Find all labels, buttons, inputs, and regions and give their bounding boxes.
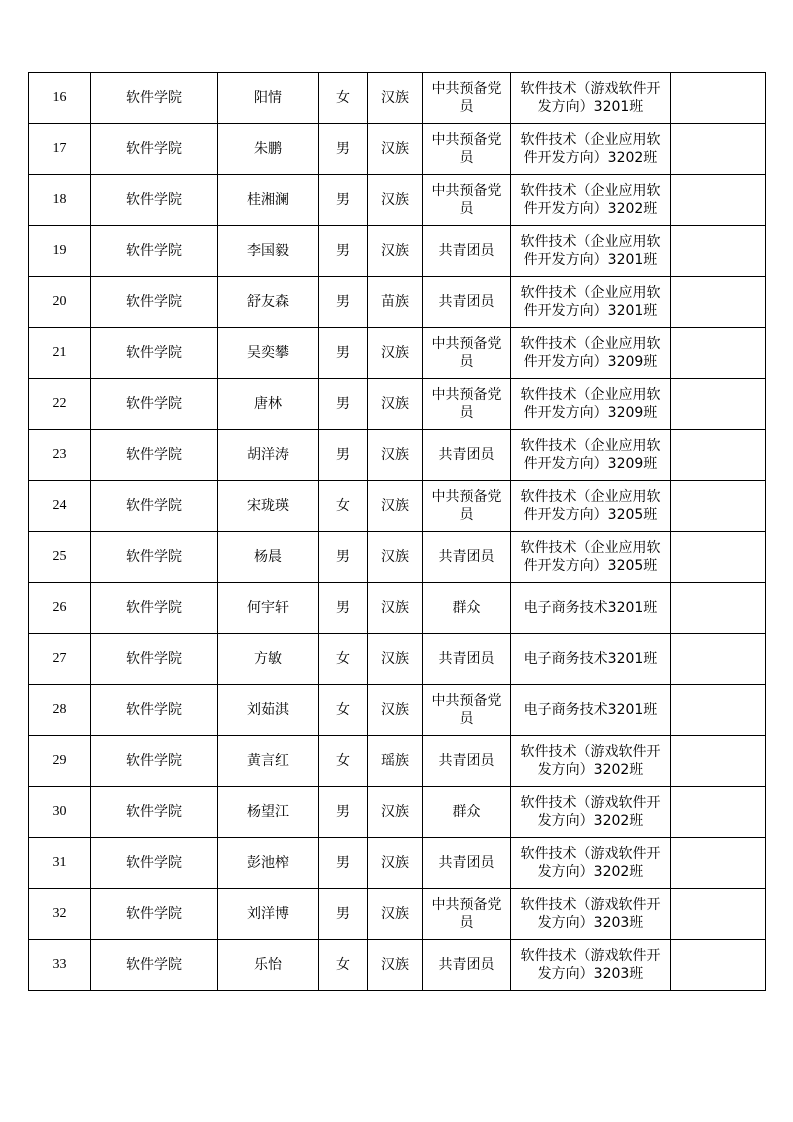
table-row [29, 124, 766, 175]
class-cell: 电子商务技术3201班 [511, 685, 671, 736]
table-row [29, 685, 766, 736]
student-name-cell: 桂湘澜 [218, 175, 319, 226]
gender-cell: 男 [319, 583, 368, 634]
ethnicity-cell: 汉族 [368, 532, 423, 583]
ethnicity-cell: 瑶族 [368, 736, 423, 787]
note-cell [671, 430, 766, 481]
ethnicity-cell: 汉族 [368, 787, 423, 838]
student-name-cell: 黄言红 [218, 736, 319, 787]
gender-cell: 男 [319, 787, 368, 838]
political-status-cell: 共青团员 [423, 430, 511, 481]
political-status-cell: 中共预备党员 [423, 124, 511, 175]
college-cell: 软件学院 [91, 277, 218, 328]
row-number-cell: 21 [29, 328, 91, 379]
political-status-cell: 共青团员 [423, 532, 511, 583]
note-cell [671, 226, 766, 277]
ethnicity-cell: 汉族 [368, 583, 423, 634]
student-name-cell: 乐怡 [218, 940, 319, 991]
political-status-cell: 共青团员 [423, 736, 511, 787]
table-row [29, 379, 766, 430]
note-cell [671, 634, 766, 685]
student-name-cell: 唐林 [218, 379, 319, 430]
political-status-cell: 共青团员 [423, 277, 511, 328]
political-status-cell: 共青团员 [423, 226, 511, 277]
note-cell [671, 175, 766, 226]
row-number-cell: 26 [29, 583, 91, 634]
note-cell [671, 685, 766, 736]
gender-cell: 男 [319, 532, 368, 583]
college-cell: 软件学院 [91, 685, 218, 736]
political-status-cell: 中共预备党员 [423, 73, 511, 124]
ethnicity-cell: 汉族 [368, 481, 423, 532]
row-number-cell: 18 [29, 175, 91, 226]
note-cell [671, 583, 766, 634]
political-status-cell: 中共预备党员 [423, 889, 511, 940]
table-row [29, 940, 766, 991]
political-status-cell: 中共预备党员 [423, 328, 511, 379]
note-cell [671, 889, 766, 940]
table-row [29, 634, 766, 685]
row-number-cell: 28 [29, 685, 91, 736]
student-name-cell: 舒友森 [218, 277, 319, 328]
student-name-cell: 杨望江 [218, 787, 319, 838]
gender-cell: 女 [319, 685, 368, 736]
class-cell: 电子商务技术3201班 [511, 634, 671, 685]
row-number-cell: 27 [29, 634, 91, 685]
class-cell: 软件技术（游戏软件开发方向）3202班 [511, 736, 671, 787]
row-number-cell: 30 [29, 787, 91, 838]
gender-cell: 女 [319, 736, 368, 787]
student-name-cell: 胡洋涛 [218, 430, 319, 481]
row-number-cell: 32 [29, 889, 91, 940]
student-name-cell: 刘茹淇 [218, 685, 319, 736]
table-row [29, 481, 766, 532]
note-cell [671, 787, 766, 838]
class-cell: 软件技术（企业应用软件开发方向）3202班 [511, 124, 671, 175]
row-number-cell: 24 [29, 481, 91, 532]
political-status-cell: 共青团员 [423, 838, 511, 889]
table-row [29, 787, 766, 838]
note-cell [671, 736, 766, 787]
class-cell: 软件技术（企业应用软件开发方向）3205班 [511, 481, 671, 532]
table-row [29, 532, 766, 583]
table-row [29, 226, 766, 277]
gender-cell: 男 [319, 838, 368, 889]
table-row [29, 175, 766, 226]
gender-cell: 男 [319, 124, 368, 175]
student-name-cell: 宋珑瑛 [218, 481, 319, 532]
class-cell: 软件技术（企业应用软件开发方向）3209班 [511, 328, 671, 379]
college-cell: 软件学院 [91, 787, 218, 838]
roster-body [29, 73, 766, 991]
note-cell [671, 124, 766, 175]
class-cell: 软件技术（企业应用软件开发方向）3201班 [511, 277, 671, 328]
class-cell: 软件技术（游戏软件开发方向）3203班 [511, 940, 671, 991]
college-cell: 软件学院 [91, 583, 218, 634]
table-row [29, 328, 766, 379]
table-row [29, 736, 766, 787]
student-name-cell: 吴奕攀 [218, 328, 319, 379]
political-status-cell: 中共预备党员 [423, 175, 511, 226]
college-cell: 软件学院 [91, 889, 218, 940]
college-cell: 软件学院 [91, 73, 218, 124]
gender-cell: 男 [319, 328, 368, 379]
note-cell [671, 481, 766, 532]
note-cell [671, 328, 766, 379]
gender-cell: 女 [319, 940, 368, 991]
table-row [29, 430, 766, 481]
row-number-cell: 20 [29, 277, 91, 328]
student-name-cell: 方敏 [218, 634, 319, 685]
class-cell: 软件技术（游戏软件开发方向）3202班 [511, 787, 671, 838]
political-status-cell: 群众 [423, 583, 511, 634]
ethnicity-cell: 汉族 [368, 328, 423, 379]
row-number-cell: 23 [29, 430, 91, 481]
ethnicity-cell: 汉族 [368, 73, 423, 124]
row-number-cell: 16 [29, 73, 91, 124]
ethnicity-cell: 汉族 [368, 685, 423, 736]
student-name-cell: 朱鹏 [218, 124, 319, 175]
student-roster-table [28, 72, 766, 991]
ethnicity-cell: 汉族 [368, 889, 423, 940]
note-cell [671, 73, 766, 124]
political-status-cell: 共青团员 [423, 634, 511, 685]
student-name-cell: 李国毅 [218, 226, 319, 277]
row-number-cell: 17 [29, 124, 91, 175]
gender-cell: 女 [319, 481, 368, 532]
college-cell: 软件学院 [91, 532, 218, 583]
class-cell: 软件技术（企业应用软件开发方向）3209班 [511, 379, 671, 430]
class-cell: 软件技术（企业应用软件开发方向）3209班 [511, 430, 671, 481]
gender-cell: 女 [319, 73, 368, 124]
college-cell: 软件学院 [91, 328, 218, 379]
college-cell: 软件学院 [91, 175, 218, 226]
political-status-cell: 群众 [423, 787, 511, 838]
college-cell: 软件学院 [91, 379, 218, 430]
college-cell: 软件学院 [91, 124, 218, 175]
row-number-cell: 29 [29, 736, 91, 787]
ethnicity-cell: 汉族 [368, 838, 423, 889]
political-status-cell: 共青团员 [423, 940, 511, 991]
note-cell [671, 379, 766, 430]
ethnicity-cell: 汉族 [368, 940, 423, 991]
college-cell: 软件学院 [91, 634, 218, 685]
note-cell [671, 940, 766, 991]
college-cell: 软件学院 [91, 430, 218, 481]
note-cell [671, 838, 766, 889]
class-cell: 软件技术（企业应用软件开发方向）3205班 [511, 532, 671, 583]
college-cell: 软件学院 [91, 838, 218, 889]
note-cell [671, 532, 766, 583]
college-cell: 软件学院 [91, 940, 218, 991]
gender-cell: 男 [319, 889, 368, 940]
student-name-cell: 杨晨 [218, 532, 319, 583]
student-name-cell: 阳情 [218, 73, 319, 124]
class-cell: 软件技术（企业应用软件开发方向）3202班 [511, 175, 671, 226]
table-row [29, 889, 766, 940]
table-row [29, 583, 766, 634]
row-number-cell: 33 [29, 940, 91, 991]
class-cell: 软件技术（游戏软件开发方向）3201班 [511, 73, 671, 124]
political-status-cell: 中共预备党员 [423, 481, 511, 532]
gender-cell: 男 [319, 226, 368, 277]
gender-cell: 男 [319, 430, 368, 481]
gender-cell: 男 [319, 277, 368, 328]
row-number-cell: 31 [29, 838, 91, 889]
ethnicity-cell: 汉族 [368, 634, 423, 685]
gender-cell: 男 [319, 379, 368, 430]
student-name-cell: 彭池榨 [218, 838, 319, 889]
row-number-cell: 25 [29, 532, 91, 583]
student-name-cell: 刘洋博 [218, 889, 319, 940]
class-cell: 软件技术（游戏软件开发方向）3202班 [511, 838, 671, 889]
gender-cell: 女 [319, 634, 368, 685]
table-row [29, 277, 766, 328]
college-cell: 软件学院 [91, 481, 218, 532]
class-cell: 软件技术（企业应用软件开发方向）3201班 [511, 226, 671, 277]
gender-cell: 男 [319, 175, 368, 226]
table-row [29, 838, 766, 889]
political-status-cell: 中共预备党员 [423, 685, 511, 736]
student-name-cell: 何宇轩 [218, 583, 319, 634]
ethnicity-cell: 汉族 [368, 124, 423, 175]
row-number-cell: 19 [29, 226, 91, 277]
ethnicity-cell: 苗族 [368, 277, 423, 328]
class-cell: 软件技术（游戏软件开发方向）3203班 [511, 889, 671, 940]
ethnicity-cell: 汉族 [368, 379, 423, 430]
row-number-cell: 22 [29, 379, 91, 430]
note-cell [671, 277, 766, 328]
ethnicity-cell: 汉族 [368, 430, 423, 481]
college-cell: 软件学院 [91, 736, 218, 787]
ethnicity-cell: 汉族 [368, 175, 423, 226]
ethnicity-cell: 汉族 [368, 226, 423, 277]
table-row [29, 73, 766, 124]
political-status-cell: 中共预备党员 [423, 379, 511, 430]
college-cell: 软件学院 [91, 226, 218, 277]
class-cell: 电子商务技术3201班 [511, 583, 671, 634]
